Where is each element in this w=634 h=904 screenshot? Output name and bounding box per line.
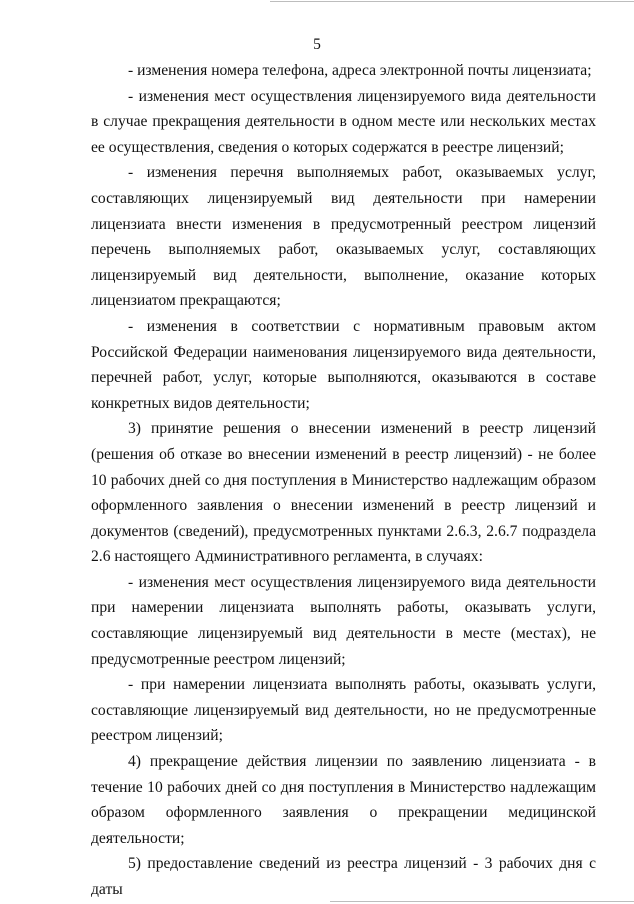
paragraph-item-3-decision: 3) принятие решения о внесении изменений в реестр лицензий (решения об отказе во внесении изменений в реестр лицензий) - не более 10 рабочих дней со дня поступления в Министерство надлежащим образом оформленного заявления о внесении изменений в реестр лицензий и документов (сведений), предусмотренных пунктами 2.6.3, 2.6.7 подраздела 2.6 настоящего Административного регламента, в случаях: xyxy=(91,420,596,566)
paragraph-new-location: - изменения мест осуществления лицензируемого вида деятельности при намерении лицензиата выполнять работы, оказывать услуги, составляющие лицензируемый вид деятельности в месте (местах), не предусмотренные реестром лицензий; xyxy=(91,573,596,668)
paragraph-phone-email-change: - изменения номера телефона, адреса электронной почты лицензиата; xyxy=(128,62,592,79)
document-body xyxy=(91,58,596,903)
scan-edge-line-top xyxy=(270,1,634,2)
page-number: 5 xyxy=(313,36,321,53)
paragraph-location-change-termination: - изменения мест осуществления лицензируемого вида деятельности в случае прекращения деятельности в одном месте или нескольких местах ее осуществления, сведения о которых содержатся в реестре лицензий; xyxy=(91,87,596,156)
paragraph-item-5-registry-info: 5) предоставление сведений из реестра лицензий - 3 рабочих дня с даты xyxy=(91,855,596,898)
scan-edge-line-bottom xyxy=(330,901,634,902)
paragraph-item-4-termination: 4) прекращение действия лицензии по заявлению лицензиата - в течение 10 рабочих дней со дня поступления в Министерство надлежащим образом оформленного заявления о прекращении медицинской деятельности; xyxy=(91,753,596,847)
paragraph-regulatory-act-change: - изменения в соответствии с нормативным правовым актом Российской Федерации наименования лицензируемого вида деятельности, перечней работ, услуг, которые выполняются, оказываются в составе конкретных видов деятельности; xyxy=(91,317,596,412)
paragraph-works-list-change: - изменения перечня выполняемых работ, оказываемых услуг, составляющих лицензируемый вид деятельности при намерении лицензиата внести изменения в предусмотренный реестром лицензий перечень выполняемых работ, оказываемых услуг, составляющих лицензируемый вид деятельности, выполнение, оказание которых лицензиатом прекращаются; xyxy=(91,164,596,310)
paragraph-new-works: - при намерении лицензиата выполнять работы, оказывать услуги, составляющие лицензируемый вид деятельности, но не предусмотренные реестром лицензий; xyxy=(91,676,596,745)
